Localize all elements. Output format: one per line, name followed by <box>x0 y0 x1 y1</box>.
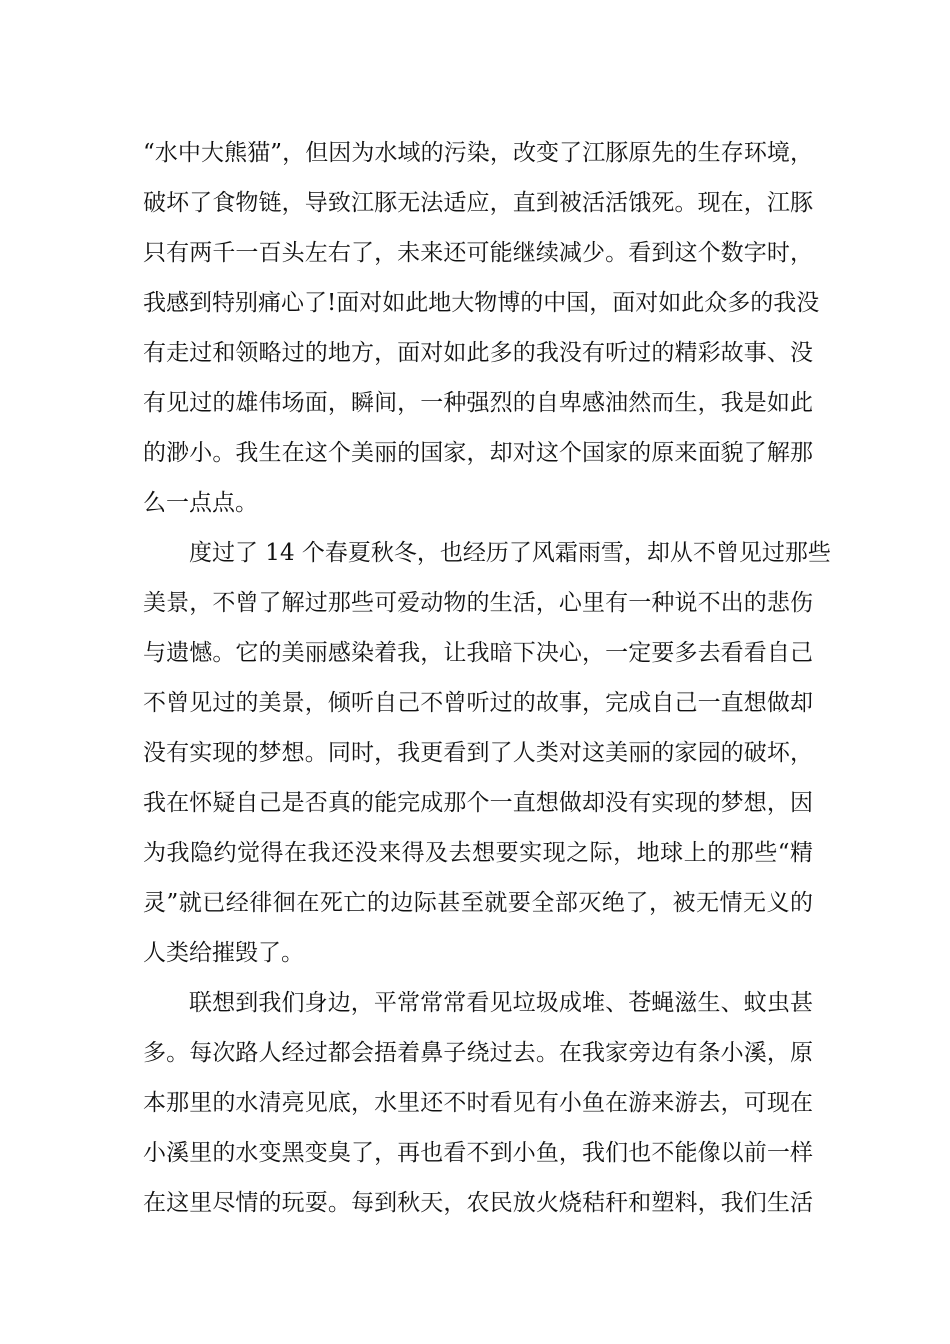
paragraph-1 <box>143 128 820 528</box>
body-text <box>143 128 831 1228</box>
text-line: 我感到特别痛心了!面对如此地大物博的中国，面对如此众多的我没 <box>143 290 820 316</box>
text-line: 度过了 14 个春夏秋冬，也经历了风霜雨雪，却从不曾见过那些 <box>189 540 831 566</box>
text-line: 本那里的水清亮见底，水里还不时看见有小鱼在游来游去，可现在 <box>143 1090 813 1116</box>
text-line: 只有两千一百头左右了，未来还可能继续减少。看到这个数字时， <box>143 240 813 266</box>
text-line: 为我隐约觉得在我还没来得及去想要实现之际，地球上的那些“精 <box>143 840 813 866</box>
text-line: 小溪里的水变黑变臭了，再也看不到小鱼，我们也不能像以前一样 <box>143 1140 813 1166</box>
text-line: 与遗憾。它的美丽感染着我，让我暗下决心，一定要多去看看自己 <box>143 640 813 666</box>
text-line: 没有实现的梦想。同时，我更看到了人类对这美丽的家园的破坏， <box>143 740 813 766</box>
text-line: 多。每次路人经过都会捂着鼻子绕过去。在我家旁边有条小溪，原 <box>143 1040 813 1066</box>
text-line: 么一点点。 <box>143 490 258 516</box>
text-line: 的渺小。我生在这个美丽的国家，却对这个国家的原来面貌了解那 <box>143 440 813 466</box>
text-line: “水中大熊猫”，但因为水域的污染，改变了江豚原先的生存环境， <box>143 140 813 166</box>
text-line: 联想到我们身边，平常常常看见垃圾成堆、苍蝇滋生、蚊虫甚 <box>189 990 813 1016</box>
text-line: 不曾见过的美景，倾听自己不曾听过的故事，完成自己一直想做却 <box>143 690 813 716</box>
text-line: 破坏了食物链，导致江豚无法适应，直到被活活饿死。现在，江豚 <box>143 190 813 216</box>
text-line: 人类给摧毁了。 <box>143 940 304 966</box>
paragraph-3 <box>143 978 813 1228</box>
text-line: 灵”就已经徘徊在死亡的边际甚至就要全部灭绝了，被无情无义的 <box>143 890 813 916</box>
text-line: 美景，不曾了解过那些可爱动物的生活，心里有一种说不出的悲伤 <box>143 590 813 616</box>
paragraph-2 <box>143 528 831 978</box>
text-line: 我在怀疑自己是否真的能完成那个一直想做却没有实现的梦想，因 <box>143 790 813 816</box>
text-line: 有见过的雄伟场面，瞬间，一种强烈的自卑感油然而生，我是如此 <box>143 390 813 416</box>
text-line: 有走过和领略过的地方，面对如此多的我没有听过的精彩故事、没 <box>143 340 813 366</box>
text-line: 在这里尽情的玩耍。每到秋天，农民放火烧秸秆和塑料，我们生活 <box>143 1190 813 1216</box>
